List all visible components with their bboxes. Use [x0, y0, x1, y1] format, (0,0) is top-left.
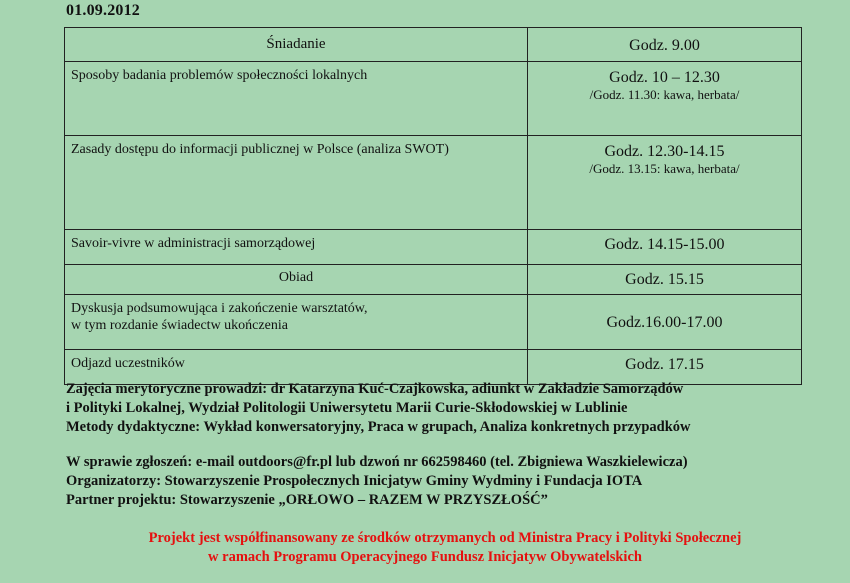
time-cell — [528, 62, 802, 136]
organizers-line: Organizatorzy: Stowarzyszenie Prospołecznych Inicjatyw Gminy Wydminy i Fundacja IOTA — [66, 473, 643, 489]
activity-text: Odjazd uczestników — [71, 356, 185, 371]
date-heading: 01.09.2012 — [66, 2, 140, 19]
partner-line: Partner projektu: Stowarzyszenie „ORŁOWO – RAZEM W PRZYSZŁOŚĆ” — [66, 492, 548, 508]
table-row — [65, 230, 802, 265]
time-cell — [528, 28, 802, 62]
activity-cell — [65, 62, 528, 136]
activity-cell — [65, 295, 528, 350]
table-row — [65, 265, 802, 295]
registration-line: W sprawie zgłoszeń: e-mail outdoors@fr.pl lub dzwoń nr 662598460 (tel. Zbigniewa Waszkielewicza) — [66, 454, 688, 470]
activity-text: Obiad — [278, 270, 314, 285]
activity-text: Sposoby badania problemów społeczności lokalnych — [71, 68, 368, 83]
activity-text-line2: w tym rozdanie świadectw ukończenia — [71, 318, 288, 333]
time-note: /Godz. 13.15: kawa, herbata/ — [589, 161, 740, 176]
time-text: Godz. 12.30-14.15 — [604, 143, 725, 160]
instructor-affiliation-line: i Polityki Lokalnej, Wydział Politologii Uniwersytetu Marii Curie-Skłodowskiej w Lublinie — [66, 400, 628, 416]
activity-text: Zasady dostępu do informacji publicznej w Polsce (analiza SWOT) — [71, 142, 449, 157]
activity-cell — [65, 230, 528, 265]
time-text: Godz. 17.15 — [625, 356, 704, 373]
funding-line2: w ramach Programu Operacyjnego Fundusz Inicjatyw Obywatelskich — [208, 549, 642, 565]
time-text: Godz.16.00-17.00 — [606, 313, 723, 331]
time-cell — [528, 230, 802, 265]
time-cell — [528, 295, 802, 350]
funding-line1: Projekt jest współfinansowany ze środków otrzymanych od Ministra Pracy i Polityki Społecznej — [148, 530, 742, 546]
teaching-methods-line: Metody dydaktyczne: Wykład konwersatoryjny, Praca w grupach, Analiza konkretnych przypadków — [66, 419, 691, 435]
activity-cell — [65, 28, 528, 62]
time-text: Godz. 10 – 12.30 — [609, 69, 720, 86]
funding-note — [0, 529, 850, 567]
activity-cell — [65, 265, 528, 295]
time-cell — [528, 265, 802, 295]
table-row — [65, 295, 802, 350]
table-row — [65, 28, 802, 62]
time-text: Godz. 14.15-15.00 — [604, 236, 725, 253]
activity-text-line1: Dyskusja podsumowująca i zakończenie warsztatów, — [71, 301, 368, 316]
time-text: Godz. 9.00 — [629, 37, 700, 54]
schedule-table — [64, 27, 802, 385]
time-cell — [528, 136, 802, 230]
activity-text: Savoir-vivre w administracji samorządowej — [71, 236, 316, 251]
instructor-line: Zajęcia merytoryczne prowadzi: dr Katarzyna Kuć-Czajkowska, adiunkt w Zakładzie Samorządów — [66, 381, 684, 397]
info-block — [66, 380, 690, 510]
activity-text: Śniadanie — [266, 36, 326, 52]
time-note: /Godz. 11.30: kawa, herbata/ — [589, 87, 740, 102]
time-text: Godz. 15.15 — [625, 271, 704, 288]
table-row — [65, 136, 802, 230]
activity-cell — [65, 136, 528, 230]
table-row — [65, 62, 802, 136]
